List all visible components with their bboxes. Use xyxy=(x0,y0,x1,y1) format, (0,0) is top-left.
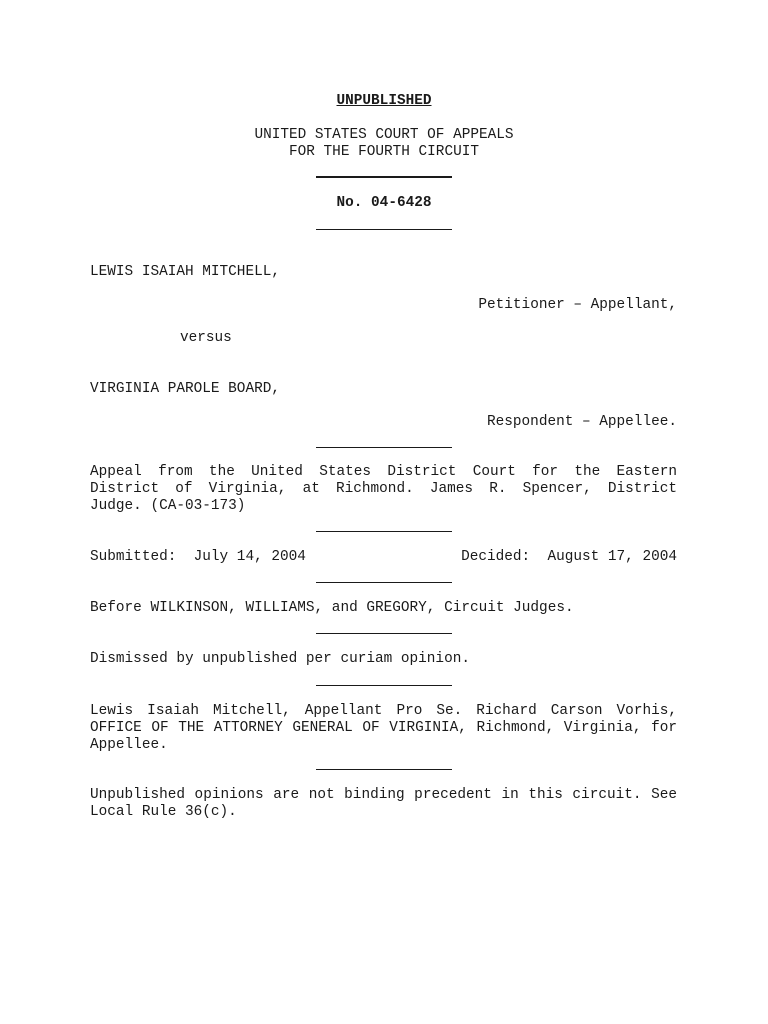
divider xyxy=(316,229,452,230)
case-number: No. 04-6428 xyxy=(336,195,432,211)
dates-row xyxy=(90,549,677,566)
panel-judges: Before WILKINSON, WILLIAMS, and GREGORY, Circuit Judges. xyxy=(90,600,574,616)
court-name-line2: FOR THE FOURTH CIRCUIT xyxy=(289,144,479,160)
petitioner-name: LEWIS ISAIAH MITCHELL, xyxy=(90,264,280,280)
counsel-paragraph: Lewis Isaiah Mitchell, Appellant Pro Se. Richard Carson Vorhis, OFFICE OF THE ATTORNEY GENERAL OF VIRGINIA, Richmond, Virginia, for Appellee. xyxy=(90,703,677,753)
divider xyxy=(316,769,452,770)
divider xyxy=(316,447,452,448)
petitioner-role: Petitioner – Appellant, xyxy=(478,297,677,313)
unpublished-notice: Unpublished opinions are not binding precedent in this circuit. See Local Rule 36(c). xyxy=(90,787,677,820)
versus-label: versus xyxy=(180,330,232,346)
divider xyxy=(316,633,452,634)
divider xyxy=(316,531,452,532)
submitted-date: Submitted: July 14, 2004 xyxy=(90,549,306,565)
appeal-paragraph: Appeal from the United States District Court for the Eastern District of Virginia, at Richmond. James R. Spencer, District Judge. (CA-03-173) xyxy=(90,464,677,514)
court-name-line1: UNITED STATES COURT OF APPEALS xyxy=(254,127,514,143)
divider xyxy=(316,582,452,583)
unpublished-heading: UNPUBLISHED xyxy=(336,93,432,109)
decided-date: Decided: August 17, 2004 xyxy=(461,549,677,565)
respondent-role: Respondent – Appellee. xyxy=(487,414,677,430)
disposition: Dismissed by unpublished per curiam opinion. xyxy=(90,651,470,667)
respondent-name: VIRGINIA PAROLE BOARD, xyxy=(90,381,280,397)
divider xyxy=(316,176,452,178)
divider xyxy=(316,685,452,686)
